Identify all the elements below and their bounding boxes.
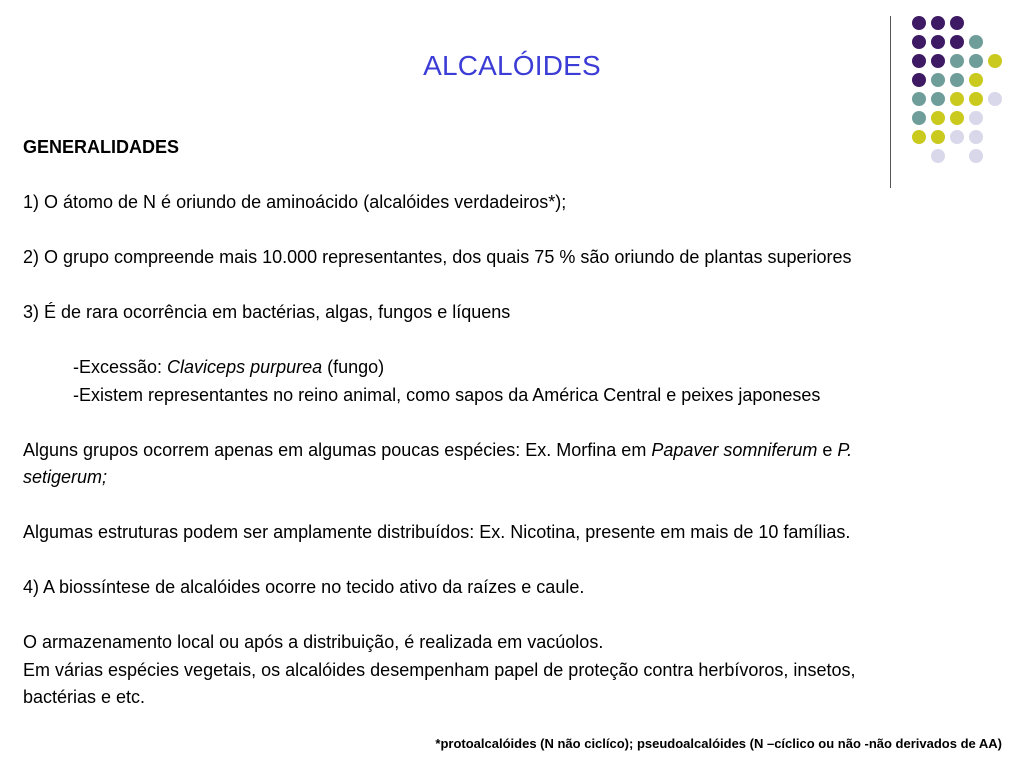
slide-title: ALCALÓIDES — [423, 50, 601, 81]
decorative-dot — [969, 92, 983, 106]
decorative-dot — [988, 92, 1002, 106]
decorative-dot — [931, 35, 945, 49]
list-item: 2) O grupo compreende mais 10.000 representantes, dos quais 75 % são oriundo de plantas superiores — [23, 247, 852, 267]
list-item: 1) O átomo de N é oriundo de aminoácido (alcalóides verdadeiros*); — [23, 192, 567, 212]
decorative-dot — [912, 16, 926, 30]
paragraph-text: e — [817, 439, 838, 460]
decorative-dot — [950, 35, 964, 49]
decorative-dot — [969, 111, 983, 125]
decorative-dot — [950, 111, 964, 125]
decorative-dot — [931, 16, 945, 30]
decorative-dot — [931, 92, 945, 106]
paragraph: Em várias espécies vegetais, os alcalóides desempenham papel de proteção contra herbívoros, insetos, — [23, 659, 856, 680]
species-name: Papaver somniferum — [651, 439, 818, 460]
paragraph: O armazenamento local ou após a distribuição, é realizada em vacúolos. — [23, 632, 604, 652]
decorative-dot — [931, 111, 945, 125]
decorative-dot — [912, 111, 926, 125]
decorative-dot — [950, 92, 964, 106]
list-item: 3) É de rara ocorrência em bactérias, algas, fungos e líquens — [23, 302, 511, 322]
footnote: *protoalcalóides (N não ciclíco); pseudoalcalóides (N –cíclico ou não -não derivados de AA) — [435, 736, 1002, 751]
paragraph — [23, 437, 1013, 465]
sub-item: -Existem representantes no reino animal, como sapos da América Central e peixes japoneses — [73, 384, 821, 405]
decorative-dot — [950, 16, 964, 30]
paragraph-continuation — [23, 464, 1013, 492]
decorative-dot — [912, 92, 926, 106]
slide-body — [23, 134, 1013, 712]
decorative-dot — [912, 35, 926, 49]
decorative-dot — [969, 35, 983, 49]
section-heading: GENERALIDADES — [23, 137, 180, 157]
paragraph-text: Alguns grupos ocorrem apenas em algumas poucas espécies: Ex. Morfina em — [23, 439, 652, 460]
sub-item-text: (fungo) — [322, 357, 385, 377]
sub-item — [23, 354, 1013, 382]
list-item: 4) A biossíntese de alcalóides ocorre no tecido ativo da raízes e caule. — [23, 577, 585, 597]
species-name: setigerum; — [23, 467, 108, 487]
paragraph: Algumas estruturas podem ser amplamente distribuídos: Ex. Nicotina, presente em mais de 10 famílias. — [23, 522, 851, 542]
paragraph-continuation: bactérias e etc. — [23, 687, 146, 707]
species-name: Claviceps purpurea — [167, 357, 323, 377]
species-name: P. — [837, 439, 853, 460]
sub-item-text: -Excessão: — [73, 357, 168, 377]
